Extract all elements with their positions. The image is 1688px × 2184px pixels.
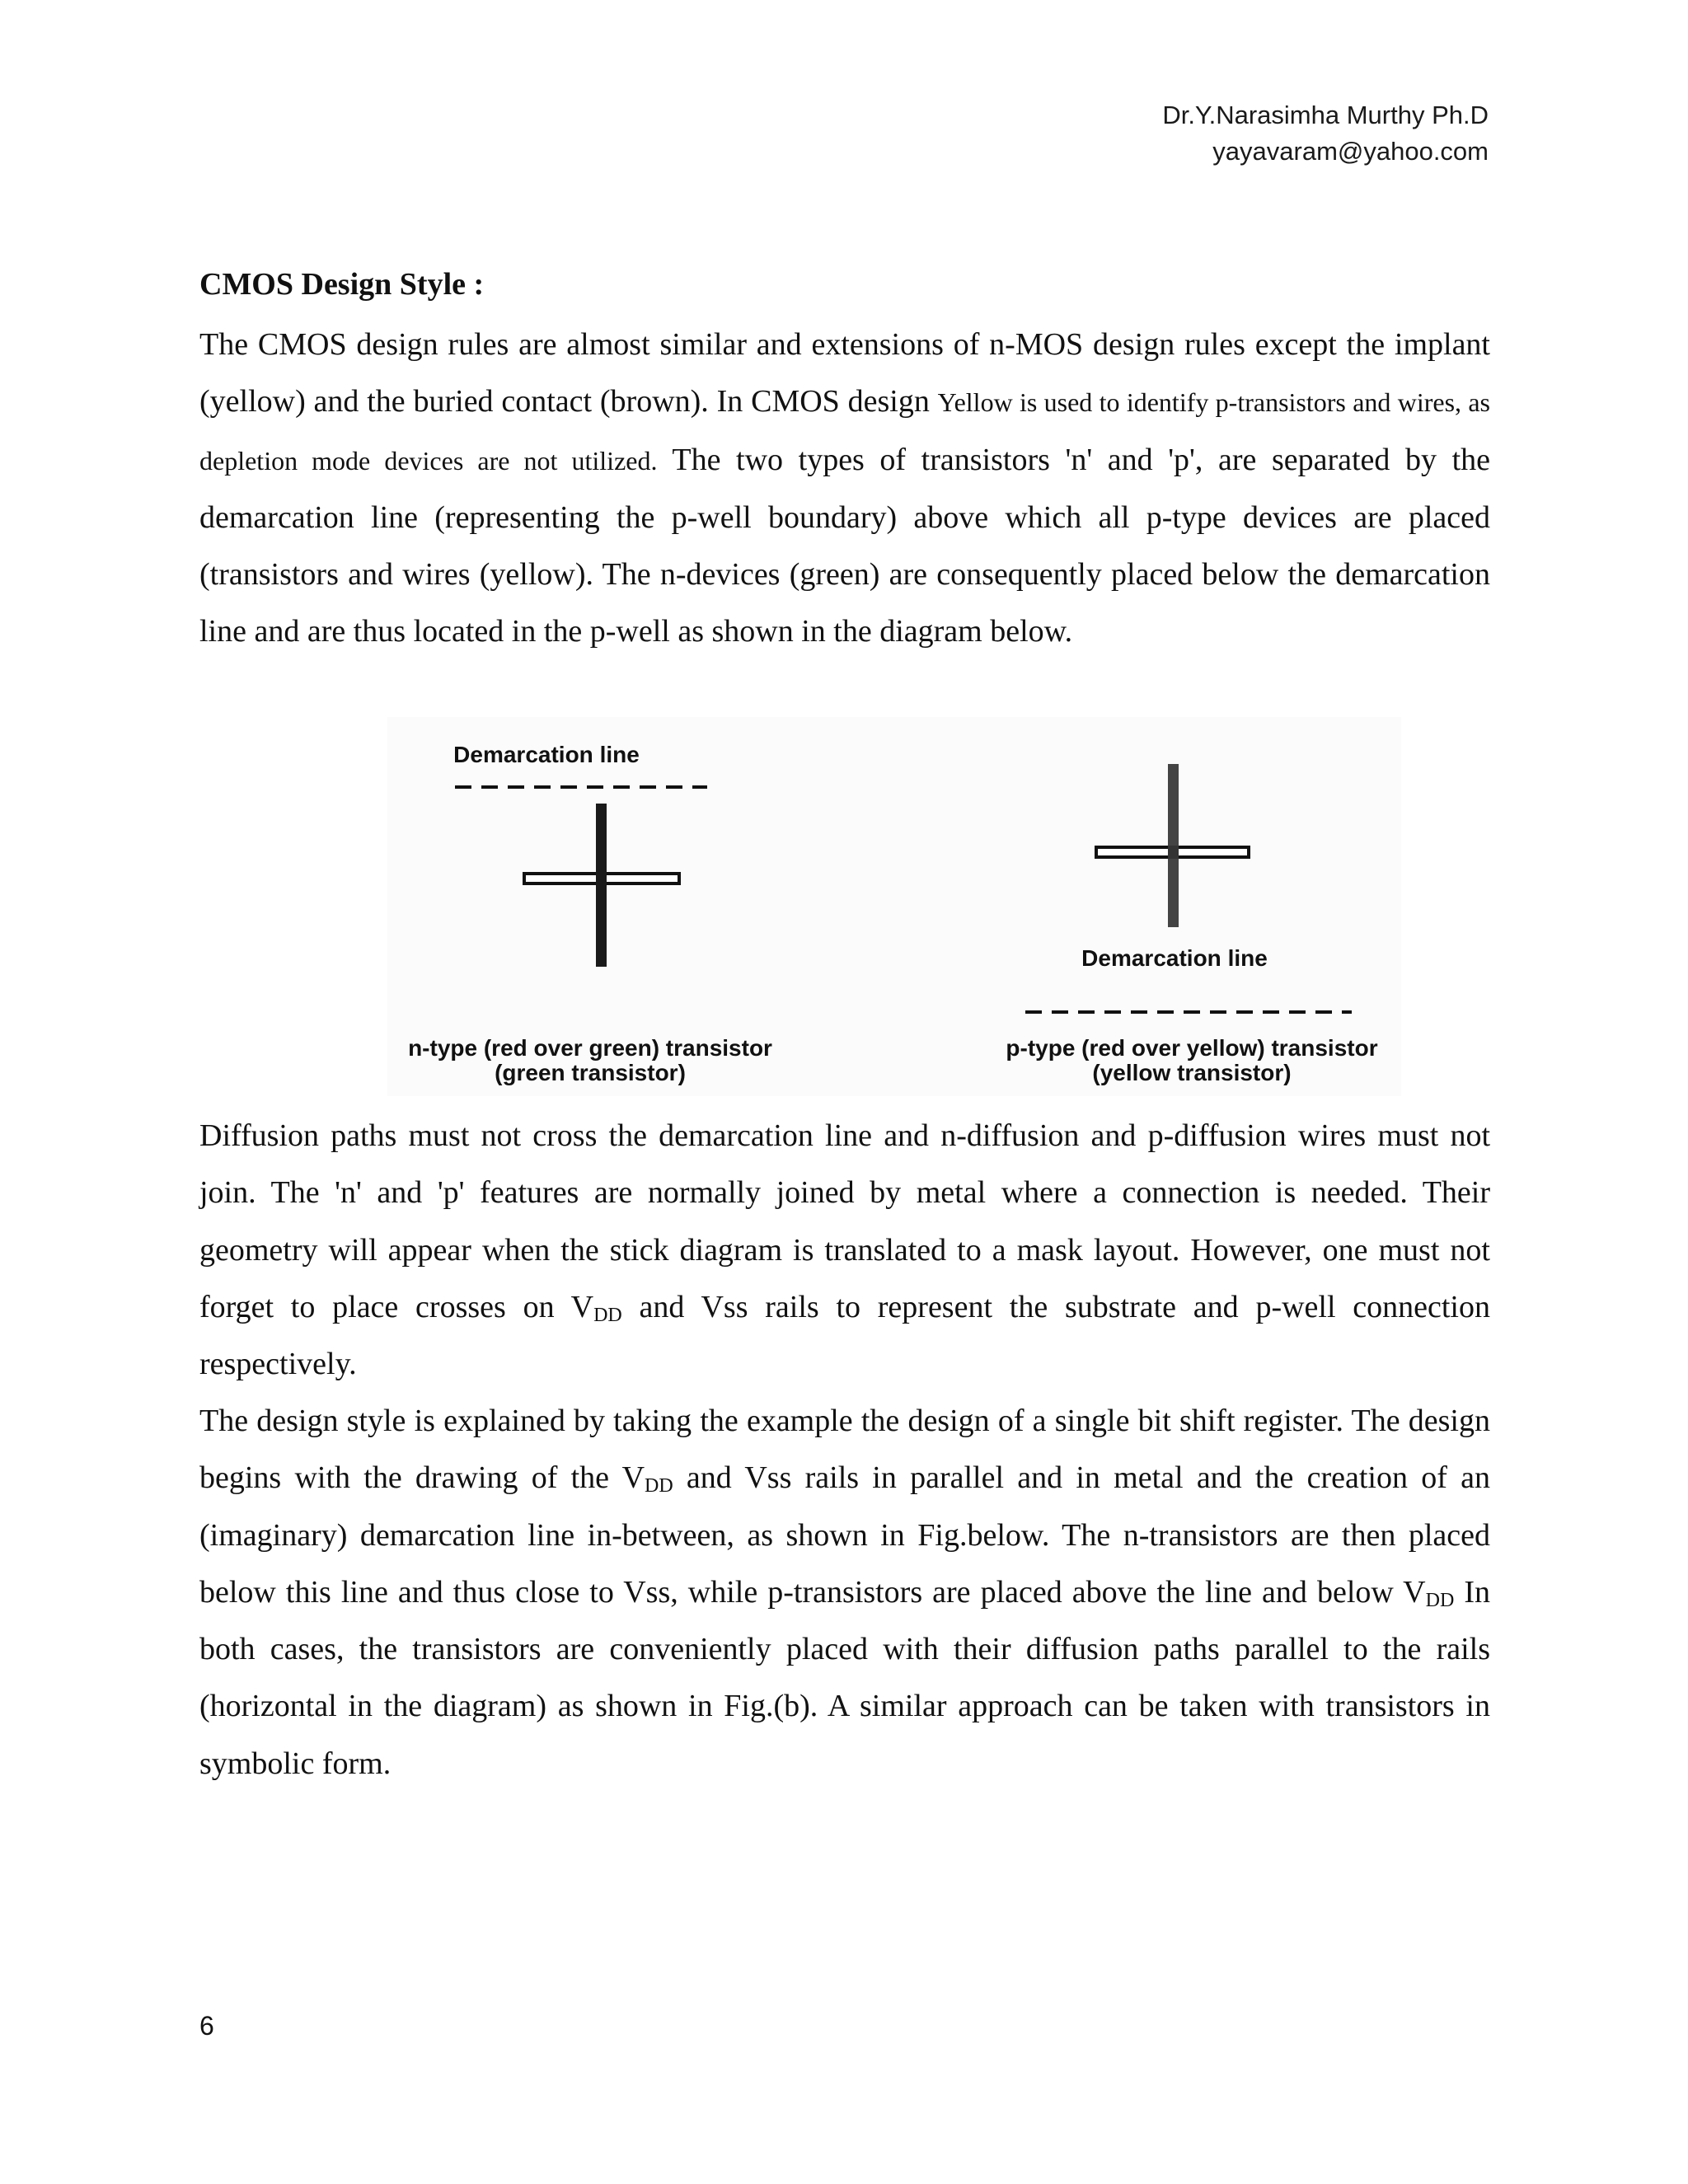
- paragraph-intro-text-3: The two types of transistors 'n' and 'p', are separated by the demarcation line (representing the p-well boundary) above which all p-type devices are placed (transistors and wires (yellow). The n-devices (green) are consequently placed below the demarcation line and are thus located in the p-well as shown in the diagram below.: [199, 442, 1491, 649]
- left-demarcation-label: Demarcation line: [453, 742, 640, 767]
- transistor-diagram: [387, 717, 1401, 1096]
- paragraph-design-style: [199, 1393, 1490, 1793]
- paragraph-intro-text-1: The CMOS design rules are almost similar and extensions of n-MOS design rules except the implant (yellow) and the buried contact (brown). In CMOS design: [199, 327, 1490, 419]
- transistor-figure: [387, 717, 1401, 1096]
- left-caption-line2: (green transistor): [495, 1060, 686, 1085]
- page-number: 6: [199, 2011, 214, 2041]
- paragraph-diffusion-text-1: Diffusion paths must not cross the demarcation line and n-diffusion and p-diffusion wires must not join. The 'n' and 'p' features are normally joined by metal where a connection is needed. Their geometry will appear when the stick diagram is translated to a mask layout. However, one must not forget to place crosses on V: [199, 1118, 1490, 1324]
- paragraph-design-style-text-1: The design style is explained by taking the example the design of a single bit shift register. The design begins with the drawing of the V: [199, 1404, 1490, 1496]
- paragraph-diffusion-text-2: and Vss rails to represent the substrate and p-well connection respectively.: [199, 1289, 1490, 1382]
- right-transistor-crossing: [1168, 846, 1179, 859]
- left-transistor-crossing: [596, 872, 607, 885]
- paragraph-diffusion: [199, 1108, 1490, 1393]
- paragraph-intro: [199, 316, 1490, 661]
- paragraph-design-style-text-2: and Vss rails in parallel and in metal and the creation of an (imaginary) demarcation line in-between, as shown in Fig.below. The n-transistors are then placed below this line and thus close to Vss, while p-transistors are placed above the line and below V: [199, 1460, 1490, 1610]
- author-email: yayavaram@yahoo.com: [1212, 137, 1489, 166]
- author-name: Dr.Y.Narasimha Murthy Ph.D: [1162, 101, 1489, 129]
- left-caption-line1: n-type (red over green) transistor: [408, 1035, 772, 1061]
- right-caption-line1: p-type (red over yellow) transistor: [1006, 1035, 1378, 1061]
- right-caption-line2: (yellow transistor): [1092, 1060, 1292, 1085]
- section-heading: CMOS Design Style :: [199, 267, 485, 302]
- paragraph-design-style-text-3: In both cases, the transistors are conveniently placed with their diffusion paths parallel to the rails (horizontal in the diagram) as shown in Fig.(b). A similar approach can be taken with transistors in symbolic form.: [199, 1574, 1491, 1781]
- page-header: [1162, 97, 1489, 170]
- vdd-subscript: DD: [593, 1304, 622, 1326]
- paragraph-intro-text-2: Yellow is used to identify p-transistors and wires, as depletion mode devices are not utilized.: [199, 387, 1491, 476]
- vdd-subscript: DD: [1425, 1589, 1455, 1611]
- vdd-subscript: DD: [645, 1475, 673, 1497]
- right-demarcation-label: Demarcation line: [1081, 945, 1268, 971]
